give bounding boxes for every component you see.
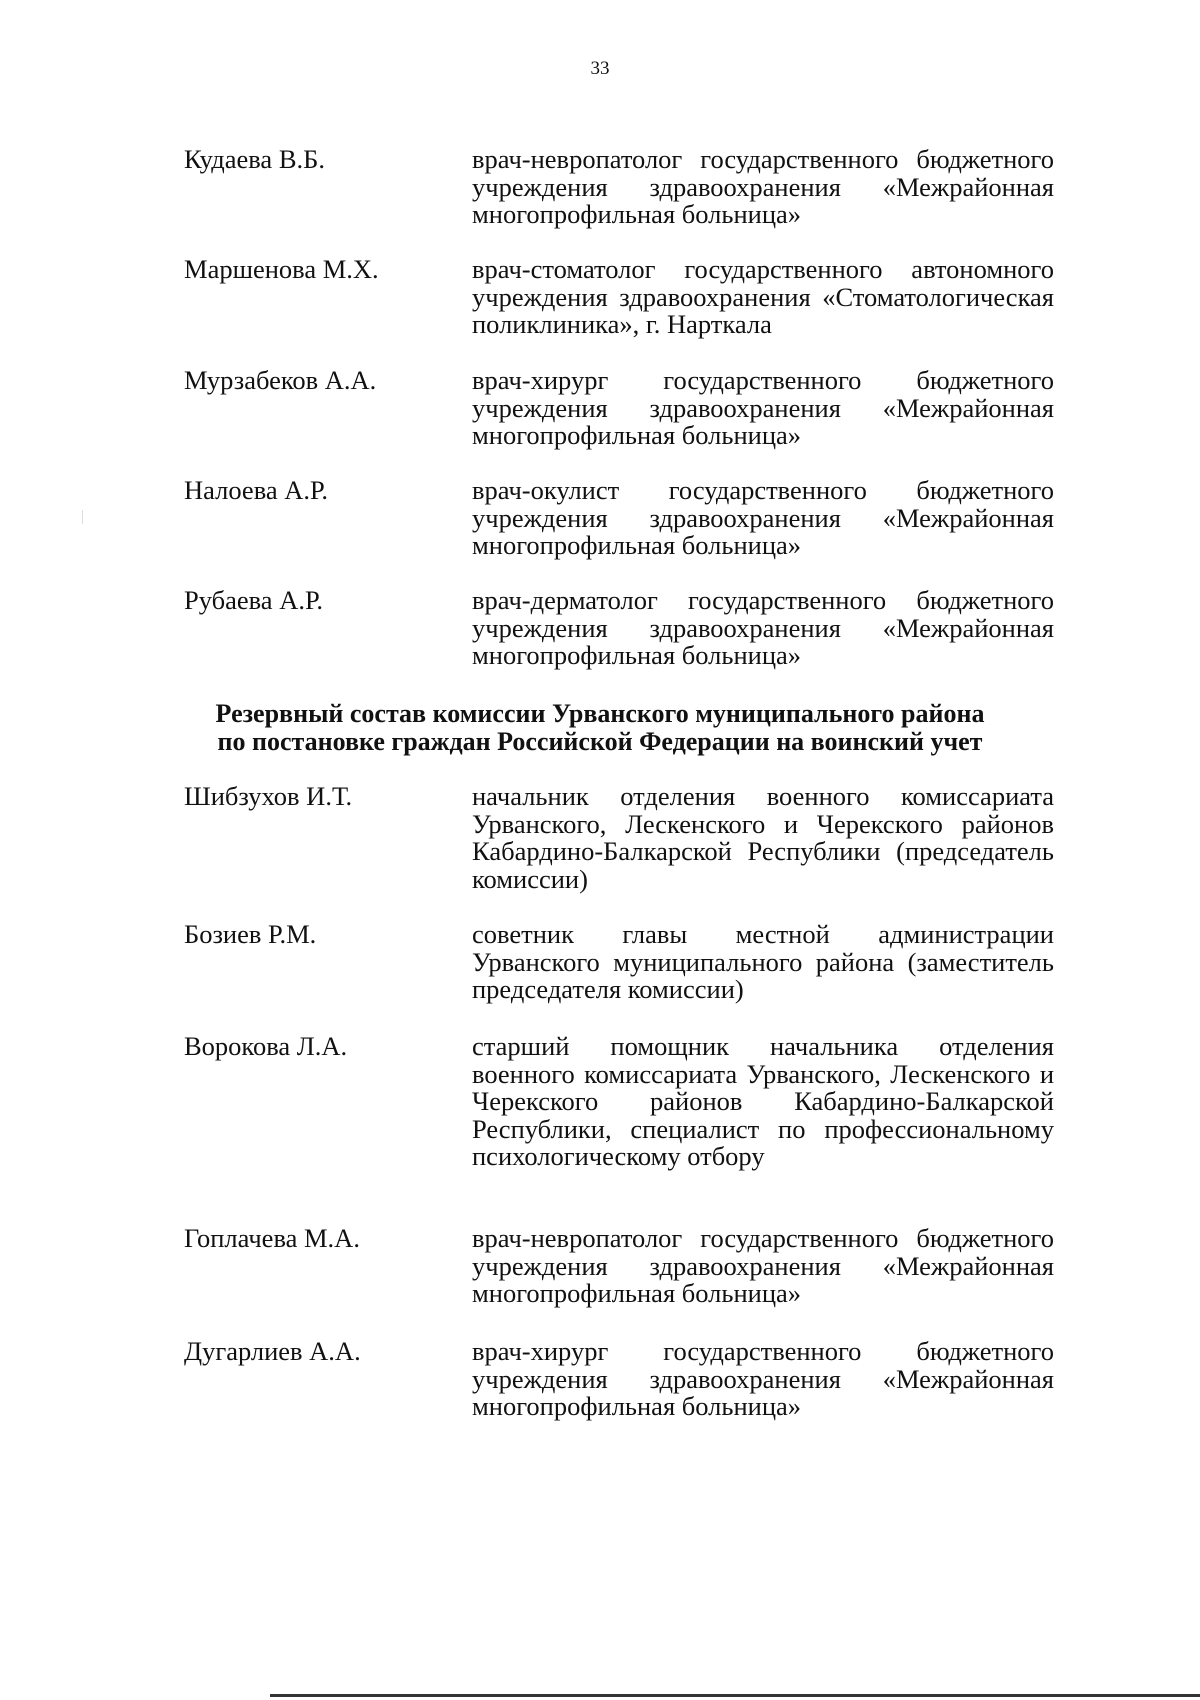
member-name: Ворокова Л.А. bbox=[184, 1031, 348, 1061]
member-position: советник главы местной администрации Урванского муниципального района (заместитель председателя комиссии) bbox=[472, 919, 1054, 1004]
reserve-section-heading bbox=[150, 700, 1050, 756]
member-position: врач-хирург государственного бюджетного учреждения здравоохранения «Межрайонная многопрофильная больница» bbox=[472, 365, 1054, 450]
member-position: врач-дерматолог государственного бюджетного учреждения здравоохранения «Межрайонная многопрофильная больница» bbox=[472, 585, 1054, 670]
page-number: 33 bbox=[590, 58, 610, 79]
member-name: Мурзабеков А.А. bbox=[184, 365, 377, 395]
member-entry bbox=[184, 367, 1054, 450]
member-position: врач-окулист государственного бюджетного учреждения здравоохранения «Межрайонная многопрофильная больница» bbox=[472, 475, 1054, 560]
member-position: врач-хирург государственного бюджетного учреждения здравоохранения «Межрайонная многопрофильная больница» bbox=[472, 1336, 1054, 1421]
member-name: Гоплачева М.А. bbox=[184, 1223, 360, 1253]
member-position: врач-стоматолог государственного автономного учреждения здравоохранения «Стоматологическая поликлиника», г. Нарткала bbox=[472, 254, 1054, 339]
member-position: начальник отделения военного комиссариата Урванского, Лескенского и Черекского районов Кабардино-Балкарской Республики (председатель комиссии) bbox=[472, 781, 1054, 894]
reserve-member-entry bbox=[184, 1225, 1054, 1308]
reserve-member-entry bbox=[184, 1033, 1054, 1171]
member-position: врач-невропатолог государственного бюджетного учреждения здравоохранения «Межрайонная многопрофильная больница» bbox=[472, 144, 1054, 229]
member-name: Налоева А.Р. bbox=[184, 475, 329, 505]
reserve-member-entry bbox=[184, 921, 1054, 1004]
scan-margin-mark bbox=[82, 510, 83, 524]
member-entry bbox=[184, 477, 1054, 560]
member-name: Рубаева А.Р. bbox=[184, 585, 324, 615]
scan-bottom-edge bbox=[270, 1694, 1200, 1697]
reserve-member-entry bbox=[184, 783, 1054, 893]
member-name: Маршенова М.Х. bbox=[184, 254, 379, 284]
member-name: Дугарлиев А.А. bbox=[184, 1336, 361, 1366]
member-entry bbox=[184, 587, 1054, 670]
member-position: старший помощник начальника отделения военного комиссариата Урванского, Лескенского и Черекского районов Кабардино-Балкарской Республики, специалист по профессиональному психологическому отбору bbox=[472, 1031, 1054, 1171]
member-entry bbox=[184, 146, 1054, 229]
heading-line: по постановке граждан Российской Федерации на воинский учет bbox=[217, 727, 983, 756]
reserve-member-entry bbox=[184, 1338, 1054, 1421]
member-entry bbox=[184, 256, 1054, 339]
member-name: Бозиев Р.М. bbox=[184, 919, 317, 949]
member-position: врач-невропатолог государственного бюджетного учреждения здравоохранения «Межрайонная многопрофильная больница» bbox=[472, 1223, 1054, 1308]
member-name: Кудаева В.Б. bbox=[184, 144, 325, 174]
member-name: Шибзухов И.Т. bbox=[184, 781, 353, 811]
heading-line: Резервный состав комиссии Урванского муниципального района bbox=[215, 699, 985, 728]
